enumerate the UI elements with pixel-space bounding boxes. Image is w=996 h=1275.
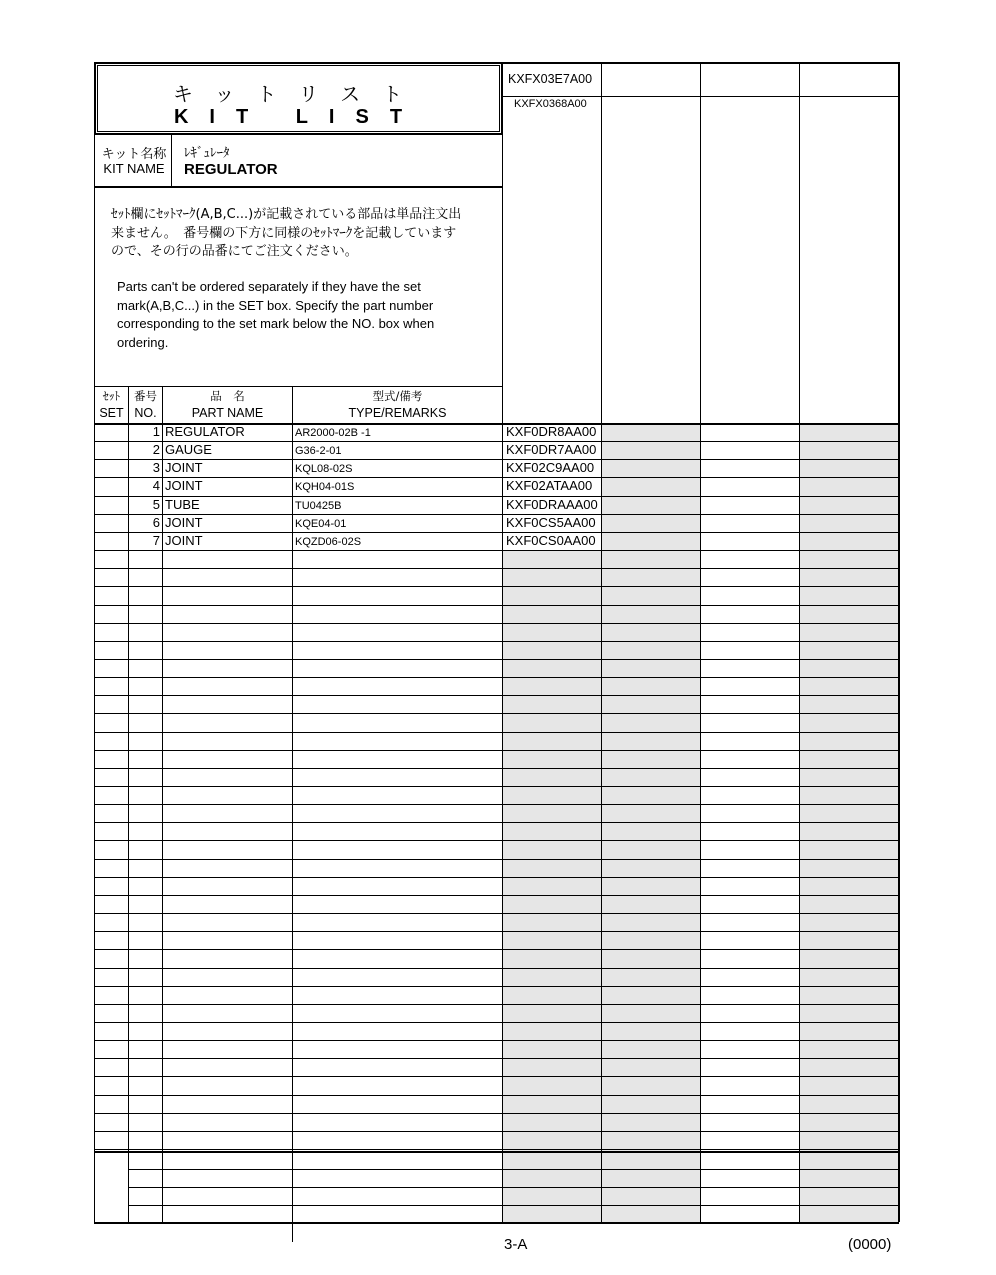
grid-line [94, 386, 503, 387]
grid-line [94, 786, 899, 787]
part-name: TUBE [165, 497, 200, 512]
grid-line [94, 1004, 899, 1005]
grid-line [94, 877, 899, 878]
title-box [97, 65, 500, 132]
grid-line [94, 568, 899, 569]
column-header-no [129, 388, 162, 422]
part-no: 4 [152, 478, 160, 493]
grid-line [94, 550, 899, 551]
part-name: GAUGE [165, 442, 212, 457]
part-no: 1 [152, 424, 160, 439]
page-title-jp: キットリスト [172, 82, 425, 106]
grid-line [94, 1222, 899, 1224]
grid-line [94, 949, 899, 950]
grid-line [799, 62, 800, 1222]
grid-line [94, 1113, 899, 1114]
part-type: KQL08-02S [295, 463, 353, 475]
part-code: KXF0DR7AA00 [506, 442, 597, 457]
grid-line [128, 1205, 899, 1206]
kit-name-value: REGULATOR [184, 161, 278, 178]
part-name: REGULATOR [165, 424, 245, 439]
note-line: ordering. [117, 334, 169, 350]
grid-line [128, 1169, 899, 1170]
kit-name-jp: ﾚｷﾞｭﾚｰﾀ [184, 146, 230, 161]
grid-line [94, 586, 899, 587]
grid-line [94, 840, 899, 841]
grid-line [94, 732, 899, 733]
grid-line [601, 62, 602, 1222]
grid-line [94, 605, 899, 606]
order-note-en [117, 278, 497, 352]
order-note-jp [111, 206, 496, 262]
grid-line [94, 895, 899, 896]
part-type: KQH04-01S [295, 481, 355, 493]
grid-line [94, 768, 899, 769]
note-line: ので、その行の品番にてご注文ください。 [111, 244, 358, 259]
part-name: JOINT [165, 533, 203, 548]
column-header-type-en: TYPE/REMARKS [348, 406, 447, 420]
part-name: JOINT [165, 460, 203, 475]
grid-line [94, 1131, 899, 1132]
grid-line [94, 986, 899, 987]
grid-line [94, 1022, 899, 1023]
grid-line [94, 931, 899, 932]
grid-line [94, 677, 899, 678]
column-header-type [293, 388, 502, 422]
grid-line [502, 62, 898, 64]
column-header-part-name-en: PART NAME [191, 406, 264, 420]
part-code: KXF0CS0AA00 [506, 533, 596, 548]
note-line: corresponding to the set mark below the NO. box when [117, 316, 435, 331]
grid-line [128, 1187, 899, 1188]
kit-name-label-en: KIT NAME [103, 161, 165, 176]
kit-code-2: KXFX0368A00 [514, 98, 587, 110]
grid-line [94, 968, 899, 969]
grid-line [94, 641, 899, 642]
page-title: KIT LIST [173, 106, 424, 128]
column-header-set [95, 388, 128, 422]
part-name: JOINT [165, 478, 203, 493]
grid-line [94, 695, 899, 696]
part-no: 6 [152, 515, 160, 530]
grid-line [94, 1040, 899, 1041]
part-code: KXF02ATAA00 [506, 478, 593, 493]
note-line: 来ません。 番号欄の下方に同様のｾｯﾄﾏｰｸを記載しています [111, 225, 457, 241]
grid-line [94, 623, 899, 624]
column-header-set-jp: ｾｯﾄ [102, 389, 121, 403]
grid-line [94, 1149, 899, 1150]
grid-line [94, 713, 899, 714]
grid-line [94, 859, 899, 860]
grid-line [94, 822, 899, 823]
part-no: 7 [152, 533, 160, 548]
column-header-no-jp: 番号 [134, 389, 157, 403]
grid-line [94, 186, 95, 1222]
shaded-cell [602, 424, 700, 1222]
grid-line [94, 1076, 899, 1077]
grid-line [94, 1151, 899, 1153]
part-code: KXF02C9AA00 [506, 460, 595, 475]
kit-name-label-jp: キット名称 [101, 146, 167, 161]
grid-line [700, 62, 701, 1222]
shaded-cell [800, 424, 898, 1222]
part-no: 2 [152, 442, 160, 457]
page-number: 3-A [504, 1236, 528, 1253]
part-no: 3 [152, 460, 160, 475]
part-type: G36-2-01 [295, 445, 342, 457]
revision-number: (0000) [848, 1236, 892, 1253]
grid-line [94, 659, 899, 660]
column-header-set-en: SET [99, 406, 124, 420]
part-no: 5 [152, 497, 160, 512]
part-type: KQZD06-02S [295, 536, 362, 548]
grid-line [94, 804, 899, 805]
column-header-part-name-jp: 品 名 [210, 389, 245, 403]
grid-line [94, 1095, 899, 1096]
part-code: KXF0CS5AA00 [506, 515, 596, 530]
part-code: KXF0DRAAA00 [506, 497, 598, 512]
grid-line [502, 62, 503, 1222]
kit-code-1: KXFX03E7A00 [508, 72, 593, 86]
column-header-no-en: NO. [134, 406, 157, 420]
part-name: JOINT [165, 515, 203, 530]
note-line: mark(A,B,C...) in the SET box. Specify the part number [117, 297, 434, 313]
grid-line [502, 96, 898, 97]
grid-line [94, 1058, 899, 1059]
grid-line [94, 913, 899, 914]
shaded-cell [503, 551, 601, 1222]
column-header-part-name [163, 388, 292, 422]
note-line: ｾｯﾄ欄にｾｯﾄﾏｰｸ(A,B,C...)が記載されている部品は単品注文出 [111, 207, 462, 222]
grid-line [898, 62, 900, 1222]
note-line: Parts can't be ordered separately if they have the set [117, 279, 421, 294]
kit-name-label [97, 146, 171, 176]
part-type: TU0425B [295, 500, 342, 512]
grid-line [94, 750, 899, 751]
part-type: AR2000-02B -1 [295, 427, 371, 439]
column-header-type-jp: 型式/備考 [372, 389, 423, 403]
part-code: KXF0DR8AA00 [506, 424, 597, 439]
part-type: KQE04-01 [295, 518, 347, 530]
